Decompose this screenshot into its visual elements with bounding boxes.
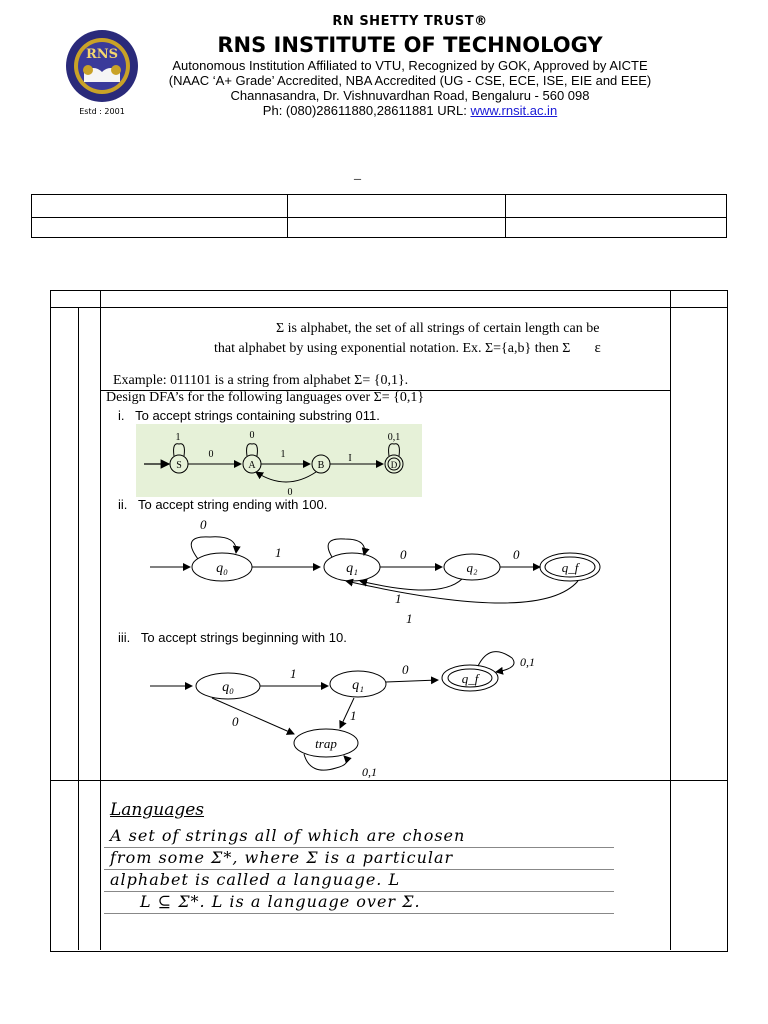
svg-text:q₂: q₂ (466, 560, 478, 575)
phone-text: Ph: (080)28611880,28611881 URL: (262, 103, 471, 118)
header-line-2: (NAAC ‘A+ Grade’ Accredited, NBA Accredited (UG - CSE, ECE, ISE, EIE and EEE) (168, 73, 652, 88)
svg-text:1: 1 (350, 708, 357, 723)
state-d (385, 455, 403, 473)
svg-text:trap: trap (315, 736, 337, 751)
epsilon-symbol: ε (594, 340, 601, 356)
svg-text:0,1: 0,1 (520, 655, 535, 669)
svg-text:q₁: q₁ (346, 561, 358, 576)
q3-line-3: alphabet is called a language. L (110, 870, 401, 889)
svg-text:0: 0 (400, 547, 407, 562)
svg-text:0: 0 (249, 430, 255, 441)
svg-text:0,1: 0,1 (362, 765, 377, 778)
svg-text:S: S (176, 460, 182, 471)
q2-item-3: iii. To accept strings beginning with 10. (118, 630, 347, 645)
svg-text:A: A (248, 460, 256, 471)
svg-text:0: 0 (232, 714, 239, 729)
svg-text:I: I (348, 453, 352, 464)
svg-text:q₀: q₀ (216, 561, 228, 576)
trust-name: RN SHETTY TRUST® (332, 14, 488, 29)
header-line-4 (140, 103, 680, 118)
svg-text:q_f: q_f (461, 671, 479, 686)
svg-text:0: 0 (513, 547, 520, 562)
q1-line-2 (214, 340, 601, 357)
website-link[interactable]: www.rnsit.ac.in (470, 103, 558, 118)
svg-text:0: 0 (402, 662, 409, 677)
institute-name: RNS INSTITUTE OF TECHNOLOGY (217, 33, 603, 57)
svg-text:q₀: q₀ (222, 680, 234, 695)
q3-line-1: A set of strings all of which are chosen (110, 826, 466, 845)
q1-line-1: Σ is alphabet, the set of all strings of certain length can be (276, 321, 600, 336)
svg-text:1: 1 (395, 591, 402, 606)
q2-item-1: i. To accept strings containing substring 011. (118, 408, 380, 423)
svg-text:q₁: q₁ (352, 678, 364, 693)
svg-text:1: 1 (275, 545, 282, 560)
svg-text:0: 0 (208, 449, 214, 460)
q1-example: Example: 011101 is a string from alphabet Σ= {0,1}. (113, 373, 409, 388)
logo-text: RNS (85, 47, 119, 62)
q3-line-2: from some Σ*, where Σ is a particular (110, 848, 454, 867)
svg-text:0: 0 (200, 517, 207, 532)
svg-text:1: 1 (175, 432, 181, 443)
svg-text:D: D (390, 460, 398, 470)
header-line-3: Channasandra, Dr. Vishnuvardhan Road, Bengaluru - 560 098 (230, 88, 590, 103)
q1-line-2-text: that alphabet by using exponential notation. Ex. Σ={a,b} then Σ (214, 341, 571, 356)
svg-text:0,1: 0,1 (387, 432, 401, 443)
svg-text:q_f: q_f (561, 560, 579, 575)
info-table (31, 194, 727, 238)
header-line-1: Autonomous Institution Affiliated to VTU, Recognized by GOK, Approved by AICTE (172, 58, 648, 73)
svg-text:B: B (317, 460, 325, 471)
institute-logo (54, 26, 150, 122)
dash-mark: _ (354, 167, 361, 182)
q3-line-4: L ⊆ Σ*. L is a language over Σ. (140, 892, 421, 911)
dfa-ending-100 (140, 515, 610, 630)
logo-estd: Estd : 2001 (79, 107, 125, 116)
q2-title: Design DFA’s for the following languages over Σ= {0,1} (106, 390, 425, 405)
dfa-beginning-10 (140, 648, 590, 778)
svg-text:1: 1 (290, 666, 297, 681)
q2-item-2: ii. To accept string ending with 100. (118, 497, 328, 512)
q3-title: Languages (110, 800, 205, 820)
svg-text:0: 0 (287, 487, 293, 497)
svg-text:1: 1 (280, 449, 286, 460)
svg-text:1: 1 (406, 611, 413, 626)
dfa-substring-011 (136, 424, 422, 497)
